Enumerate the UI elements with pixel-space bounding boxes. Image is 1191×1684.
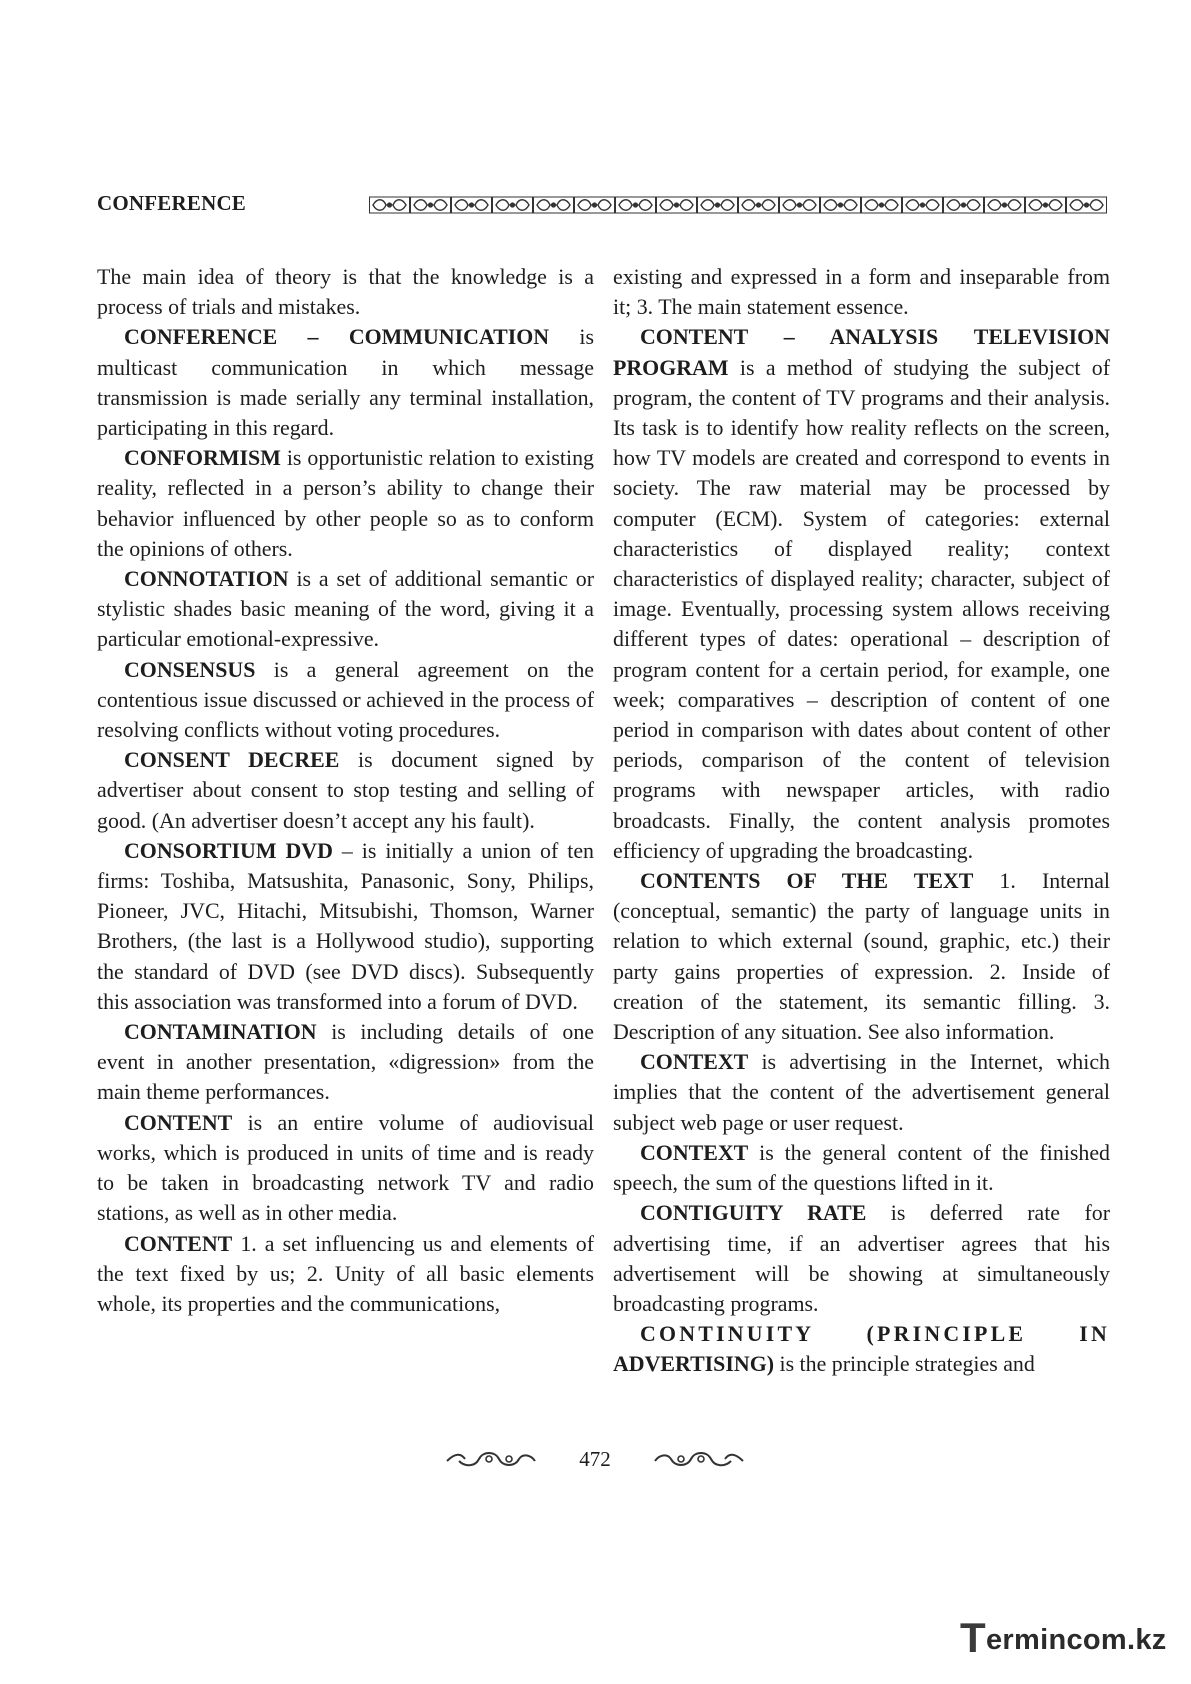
entry-term: CONFERENCE – COMMUNICATION (124, 324, 550, 350)
entry-paragraph (97, 745, 594, 836)
entry-text: is opportunistic relation to existing reality, reflected in a person’s ability to change their behavior influenced by other people so as to conform the opinions of others. (97, 445, 594, 561)
entry-text: is an entire volume of audiovisual works, which is produced in units of time and is ready to be taken in broadcasting network TV and radio stations, as well as in other media. (97, 1109, 594, 1226)
entry-text: is multicast communication in which message transmission is made serially any terminal installation, participating in this regard. (97, 324, 594, 441)
entry-text: existing and expressed in a form and inseparable from it; 3. The main statement essence. (613, 264, 1110, 320)
entry-term: CONTENT (124, 1109, 233, 1135)
running-head (97, 191, 1107, 221)
entry-term: CONTENT – ANALYSIS TELEVISION PROGRAM (613, 324, 1110, 380)
site-watermark (960, 1614, 1180, 1662)
entry-paragraph (97, 322, 594, 443)
entry-term: CONSENT DECREE (124, 747, 340, 773)
entry-text: The main idea of theory is that the knowledge is a process of trials and mistakes. (97, 264, 594, 320)
entry-term: CONTENTS OF THE TEXT (640, 868, 974, 894)
entry-text: is including details of one event in another presentation, «digression» from the main theme performances. (97, 1019, 594, 1105)
entry-text: is a set of additional semantic or stylistic shades basic meaning of the word, giving it a particular emotional-expressive. (97, 566, 594, 652)
right-column (613, 262, 1110, 1380)
entry-term: CONFORMISM (124, 445, 281, 471)
entry-term: CONTENT (124, 1230, 233, 1256)
entry-term: CONTAMINATION (124, 1019, 317, 1045)
entry-text: is advertising in the Internet, which implies that the content of the advertisement general subject web page or user request. (613, 1049, 1110, 1135)
entry-paragraph (613, 866, 1110, 1047)
entry-text: 1. a set influencing us and elements of the text fixed by us; 2. Unity of all basic elements whole, its properties and the communications, (97, 1230, 594, 1316)
entry-paragraph (97, 564, 594, 655)
entry-text: is the principle strategies and (774, 1351, 1035, 1377)
ornament-band-icon (369, 195, 1107, 215)
entry-paragraph (613, 1198, 1110, 1319)
entry-paragraph (97, 443, 594, 564)
entry-term: CONTINUITY (PRINCIPLE IN (640, 1321, 1110, 1347)
entry-text: is deferred rate for advertising time, if an advertiser agrees that his advertisement will be showing at simultaneously broadcasting programs. (613, 1200, 1110, 1316)
entry-paragraph (97, 262, 594, 322)
entry-paragraph (97, 836, 594, 1017)
entry-text: 1. Internal (conceptual, semantic) the party of language units in relation to which external (sound, graphic, etc.) their party gains properties of expression. 2. Inside of creation of the statement, its semantic filling. 3. Description of any situation. See also information. (613, 868, 1111, 1045)
entry-paragraph (97, 1229, 594, 1320)
watermark-logo-letter: T (960, 1614, 986, 1661)
entry-text: is document signed by advertiser about consent to stop testing and selling of good. (An advertiser doesn’t accept any his fault). (97, 747, 595, 833)
entry-term: CONSENSUS (124, 656, 256, 682)
entry-paragraph (97, 1017, 594, 1108)
right-flourish-icon (653, 1449, 745, 1471)
entry-text: is a method of studying the subject of program, the content of TV programs and their analysis. Its task is to identify how reality reflects on the screen, how TV models are created and correspond to events in society. The raw material may be processed by computer (ECM). System of categories: external characteristics of displayed reality; context characteristics of displayed reality; character, subject of image. Eventually, processing system allows receiving different types of dates: operational – description of program content for a certain period, for example, one week; comparatives – description of content of one period in comparison with dates about content of other periods, comparison of the content of television programs with newspaper articles, with radio broadcasts. Finally, the content analysis promotes efficiency of upgrading the broadcasting. (613, 354, 1110, 863)
page-footer (445, 1443, 745, 1477)
entry-term: CONNOTATION (124, 566, 289, 592)
running-head-title: CONFERENCE (97, 191, 247, 215)
entry-paragraph (613, 1047, 1110, 1138)
entry-paragraph (613, 322, 1110, 866)
entry-paragraph (97, 1108, 594, 1229)
entry-paragraph (613, 1319, 1110, 1379)
entry-text: – is initially a union of ten firms: Toshiba, Matsushita, Panasonic, Sony, Philips, Pioneer, JVC, Hitachi, Mitsubishi, Thomson, Warner Brothers, (the last is a Hollywood studio), supporting the standard of DVD (see DVD discs). Subsequently this association was transformed into a forum of DVD. (97, 837, 594, 1014)
page-number: 472 (579, 1447, 611, 1471)
entry-term: ADVERTISING) (613, 1351, 775, 1377)
entry-paragraph (613, 1138, 1110, 1198)
left-column (97, 262, 594, 1319)
entry-text: is the general content of the finished speech, the sum of the questions lifted in it. (613, 1139, 1110, 1196)
entry-term: CONTIGUITY RATE (640, 1200, 867, 1226)
entry-term: CONTEXT (640, 1049, 749, 1075)
watermark-text: ermincom.kz (986, 1624, 1167, 1656)
entry-text: is a general agreement on the contentious issue discussed or achieved in the process of resolving conflicts without voting procedures. (97, 656, 594, 743)
entry-paragraph (97, 655, 594, 746)
entry-term: CONTEXT (640, 1139, 749, 1165)
entry-paragraph (613, 262, 1110, 322)
entry-term: CONSORTIUM DVD (124, 837, 333, 863)
